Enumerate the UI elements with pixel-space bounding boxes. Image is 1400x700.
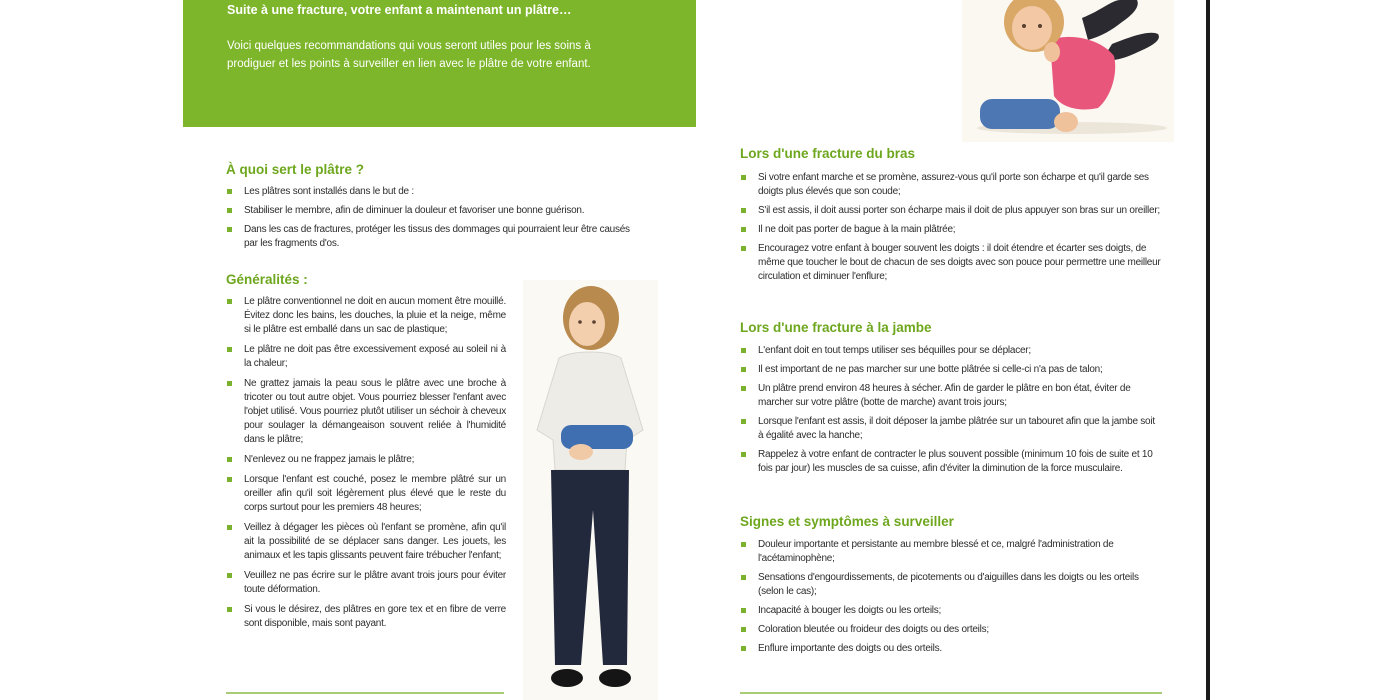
bullet-square-icon [227, 299, 232, 304]
bullet-square-icon [741, 452, 746, 457]
list-item: Veuillez ne pas écrire sur le plâtre avant trois jours pour éviter toute déformation. [226, 569, 506, 597]
list-item: Douleur importante et persistante au membre blessé et ce, malgré l'administration de l'acétaminophène; [740, 538, 1162, 566]
list-item: L'enfant doit en tout temps utiliser ses béquilles pour se déplacer; [740, 344, 1162, 358]
divider-left [226, 692, 504, 694]
list-item: Il est important de ne pas marcher sur une botte plâtrée si celle-ci n'a pas de talon; [740, 363, 1162, 377]
list-item: Veillez à dégager les pièces où l'enfant se promène, afin qu'il ait la possibilité de se déplacer sans danger. Les jouets, les animaux et les tapis glissants peuvent faire trébucher l'enfant; [226, 521, 506, 563]
list-item: Lorsque l'enfant est couché, posez le membre plâtré sur un oreiller afin qu'il soit légèrement plus élevé que le reste du corps surtout pour les premiers 48 heures; [226, 473, 506, 515]
list-item: N'enlevez ou ne frappez jamais le plâtre; [226, 453, 506, 467]
bullet-square-icon [741, 208, 746, 213]
heading-arm: Lors d'une fracture du bras [740, 146, 915, 161]
heading-general: Généralités : [226, 272, 308, 287]
bullet-square-icon [227, 208, 232, 213]
list-purpose [226, 185, 636, 251]
bullet-square-icon [741, 627, 746, 632]
bullet-square-icon [741, 646, 746, 651]
bullet-square-icon [227, 525, 232, 530]
list-item: Ne grattez jamais la peau sous le plâtre avec une broche à tricoter ou tout autre objet. Vous pourriez blesser l'enfant avec l'objet utilisé. Vous pourriez plutôt utiliser un séchoir à cheveux pour soulager la démangeaison souvent reliée à l'humidité dans le plâtre; [226, 377, 506, 447]
bullet-square-icon [741, 367, 746, 372]
bullet-square-icon [227, 381, 232, 386]
bullet-square-icon [741, 542, 746, 547]
list-item: S'il est assis, il doit aussi porter son écharpe mais il doit de plus appuyer son bras sur un oreiller; [740, 204, 1162, 218]
heading-purpose: À quoi sert le plâtre ? [226, 162, 365, 177]
bullet-square-icon [227, 573, 232, 578]
bullet-square-icon [227, 607, 232, 612]
page-edge-border [1206, 0, 1210, 700]
list-item: Un plâtre prend environ 48 heures à sécher. Afin de garder le plâtre en bon état, éviter de marcher sur votre plâtre (botte de marche) avant trois jours; [740, 382, 1162, 410]
list-symptoms [740, 538, 1162, 656]
bullet-square-icon [741, 608, 746, 613]
list-item: Rappelez à votre enfant de contracter le plus souvent possible (minimum 10 fois de suite et 10 fois par jour) les muscles de sa cuisse, afin d'éviter la diminution de la force musculaire. [740, 448, 1162, 476]
bullet-square-icon [741, 348, 746, 353]
list-item: Incapacité à bouger les doigts ou les orteils; [740, 604, 1162, 618]
list-item: Sensations d'engourdissements, de picotements ou d'aiguilles dans les doigts ou les orteils (selon le cas); [740, 571, 1162, 599]
heading-leg: Lors d'une fracture à la jambe [740, 320, 932, 335]
list-item: Les plâtres sont installés dans le but de : [226, 185, 636, 199]
bullet-square-icon [741, 227, 746, 232]
list-item: Stabiliser le membre, afin de diminuer la douleur et favoriser une bonne guérison. [226, 204, 636, 218]
banner-text: Voici quelques recommandations qui vous seront utiles pour les soins à prodiguer et les points à surveiller en lien avec le plâtre de votre enfant. [227, 40, 591, 70]
list-item: Coloration bleutée ou froideur des doigts ou des orteils; [740, 623, 1162, 637]
bullet-square-icon [227, 457, 232, 462]
photo-child-standing-cast [523, 280, 658, 700]
bullet-square-icon [227, 347, 232, 352]
divider-right [740, 692, 1162, 694]
list-item: Encouragez votre enfant à bouger souvent les doigts : il doit étendre et écarter ses doigts, de même que toucher le bout de chacun de ses doigts avec son pouce pour permettre une meilleur circulation et diminuer l'enflure; [740, 242, 1162, 284]
list-leg [740, 344, 1162, 476]
list-item: Si vous le désirez, des plâtres en gore tex et en fibre de verre sont disponible, mais sont payant. [226, 603, 506, 631]
bullet-square-icon [227, 477, 232, 482]
list-item: Le plâtre conventionnel ne doit en aucun moment être mouillé. Évitez donc les bains, les douches, la pluie et la neige, même si le plâtre est emballé dans un sac de plastique; [226, 295, 506, 337]
bullet-square-icon [741, 175, 746, 180]
bullet-square-icon [741, 386, 746, 391]
heading-symptoms: Signes et symptômes à surveiller [740, 514, 954, 529]
bullet-square-icon [741, 246, 746, 251]
banner-lead: Suite à une fracture, votre enfant a maintenant un plâtre… [227, 3, 572, 17]
list-item: Si votre enfant marche et se promène, assurez-vous qu'il porte son écharpe et qu'il garde ses doigts plus élevés que son coude; [740, 171, 1162, 199]
photo-child-lying-cast [962, 0, 1174, 142]
list-item: Le plâtre ne doit pas être excessivement exposé au soleil ni à la chaleur; [226, 343, 506, 371]
bullet-square-icon [227, 189, 232, 194]
list-item: Il ne doit pas porter de bague à la main plâtrée; [740, 223, 1162, 237]
list-item: Enflure importante des doigts ou des orteils. [740, 642, 1162, 656]
list-item: Lorsque l'enfant est assis, il doit déposer la jambe plâtrée sur un tabouret afin que la jambe soit à égalité avec la hanche; [740, 415, 1162, 443]
list-item: Dans les cas de fractures, protéger les tissus des dommages qui pourraient leur être causés par les fragments d'os. [226, 223, 636, 251]
list-general [226, 295, 506, 631]
bullet-square-icon [741, 419, 746, 424]
intro-banner [183, 0, 696, 127]
bullet-square-icon [227, 227, 232, 232]
bullet-square-icon [741, 575, 746, 580]
list-arm [740, 171, 1162, 284]
